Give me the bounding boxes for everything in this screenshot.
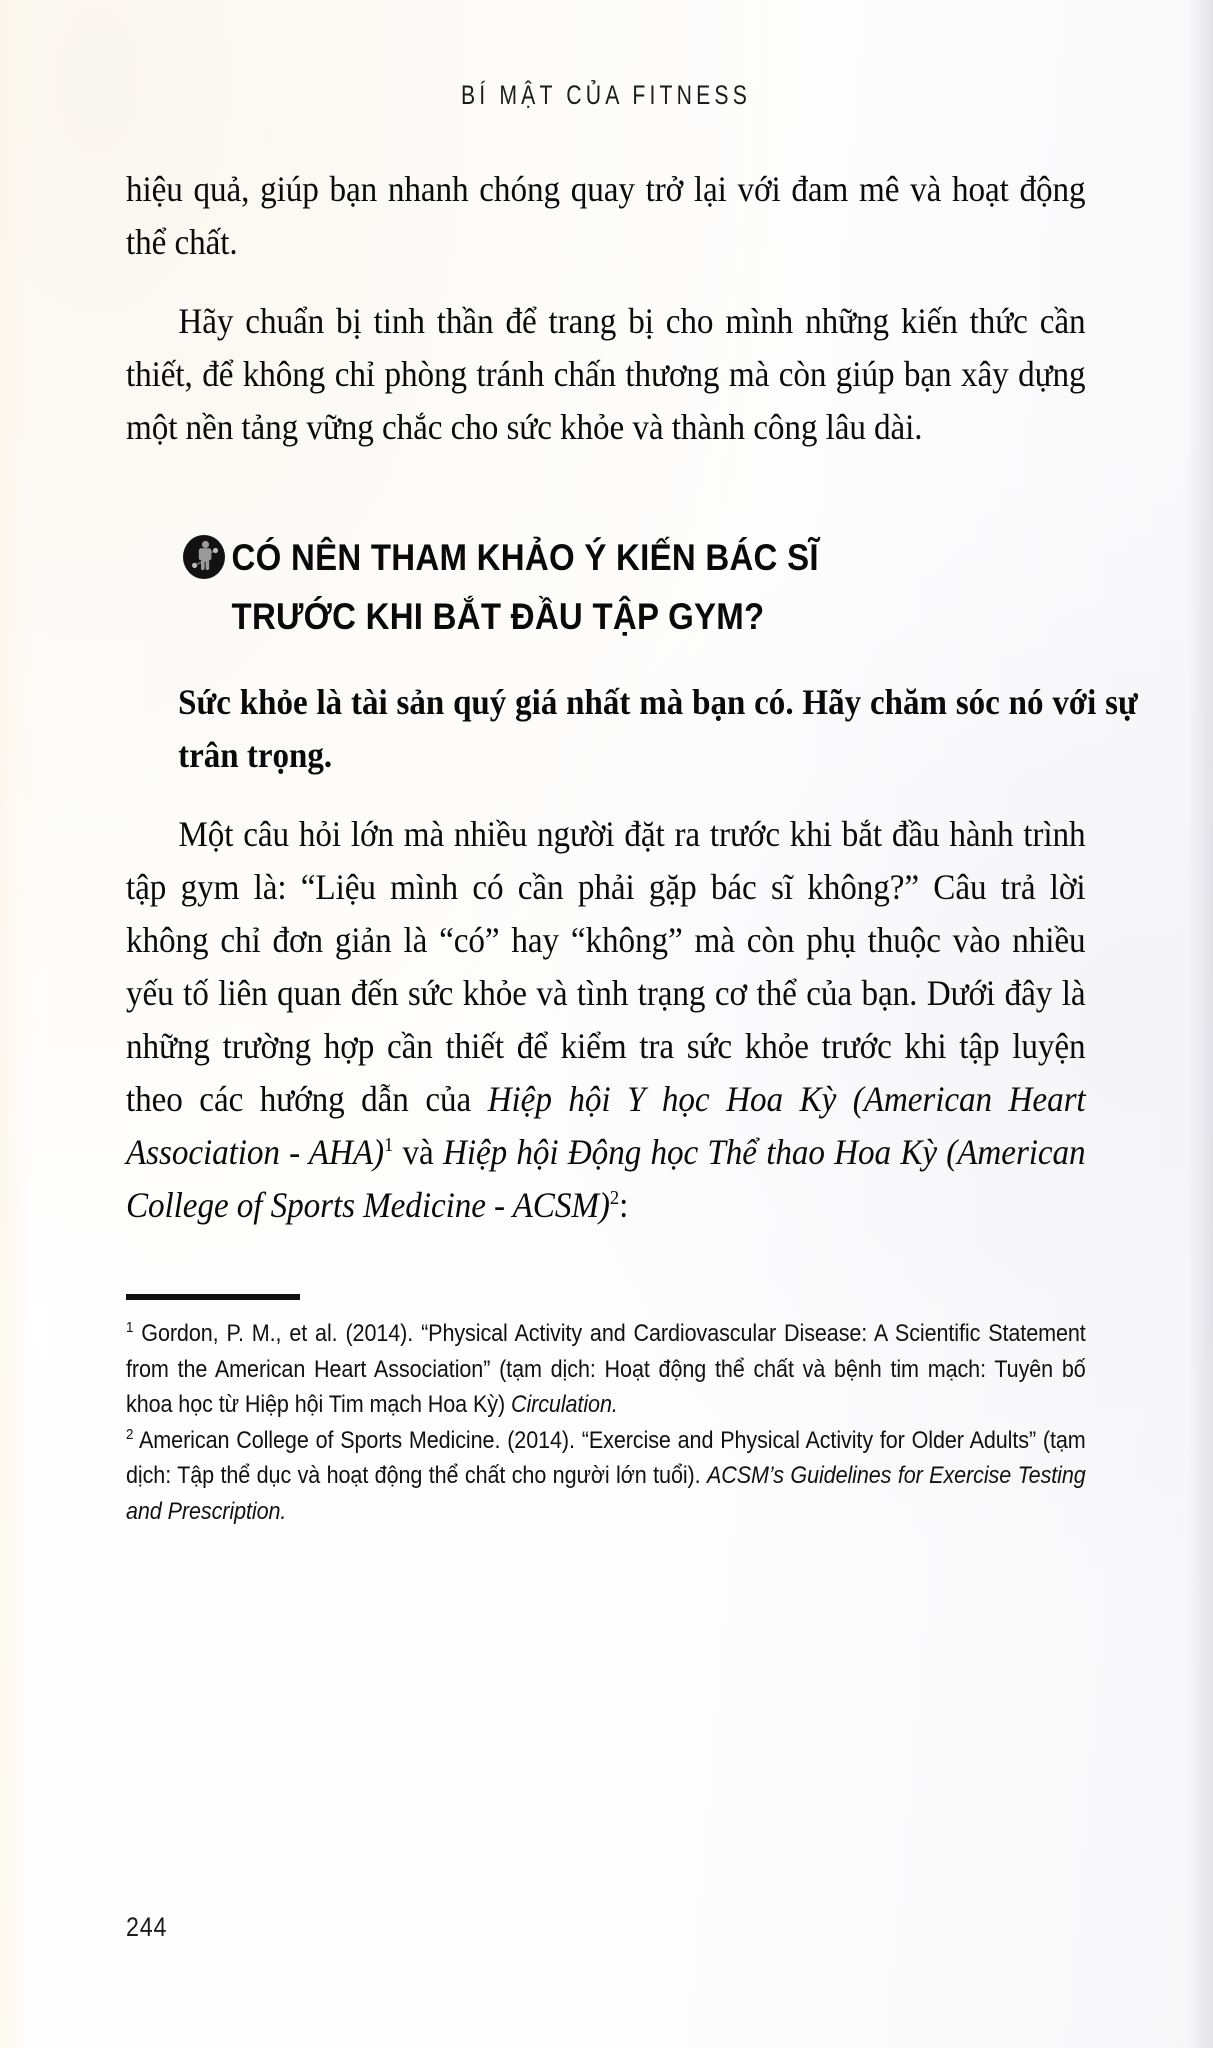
paragraph-preparation: Hãy chuẩn bị tinh thần để trang bị cho mình những kiến thức cần thiết, để không chỉ phòng tránh chấn thương mà còn giúp bạn xây dựng một nền tảng vững chắc cho sức khỏe và thành công lâu dài. — [126, 301, 1086, 447]
paragraph-plain-start: Một câu hỏi lớn mà nhiều người đặt ra trước khi bắt đầu hành trình tập gym là: “Liệu mình có cần phải gặp bác sĩ không?” Câu trả lời không chỉ đơn giản là “có” hay “không” mà còn phụ thuộc vào nhiều yếu tố liên quan đến sức khỏe và tình trạng cơ thể của bạn. Dưới đây là những trường hợp cần thiết để kiểm tra sức khỏe trước khi tập luyện theo các hướng dẫn của — [126, 814, 1086, 1119]
footnote-item — [126, 1316, 1086, 1423]
section-heading-block — [126, 528, 1086, 646]
paragraph-doctor-question — [126, 808, 1086, 1232]
footnote-marker: 2 — [126, 1425, 134, 1443]
section-title-line-1: CÓ NÊN THAM KHẢO Ý KIẾN BÁC SĨ — [231, 536, 819, 578]
section-lead-bold: Sức khỏe là tài sản quý giá nhất mà bạn có. Hãy chăm sóc nó với sự trân trọng. — [178, 682, 1138, 775]
footnote-area — [126, 1294, 1086, 1529]
footnote-marker: 1 — [126, 1318, 134, 1336]
footnote-ref-1[interactable]: 1 — [384, 1134, 394, 1157]
paragraph-continuation: hiệu quả, giúp bạn nhanh chóng quay trở lại với đam mê và hoạt động thể chất. — [126, 169, 1086, 262]
footnote-journal-title: Circulation. — [510, 1391, 618, 1418]
footnote-separator-rule — [126, 1294, 300, 1300]
footnote-journal-title: ACSM’s Guidelines for Exercise Testing and Prescription. — [126, 1462, 1086, 1525]
citation-aha: Hiệp hội Y học Hoa Kỳ (American Heart Association - AHA) — [126, 1079, 1086, 1172]
footnote-item — [126, 1423, 1086, 1530]
running-head: BÍ MẬT CỦA FITNESS — [460, 80, 752, 110]
citation-acsm: Hiệp hội Động học Thể thao Hoa Kỳ (American College of Sports Medicine - ACSM) — [126, 1132, 1086, 1225]
paragraph-plain-mid: và — [393, 1132, 443, 1172]
footnote-text: Gordon, P. M., et al. (2014). “Physical Activity and Cardiovascular Disease: A Scientific Statement from the American Heart Association” (tạm dịch: Hoạt động thể chất và bệnh tim mạch: Tuyên bố khoa học từ Hiệp hội Tim mạch Hoa Kỳ) — [126, 1320, 1086, 1418]
page-number: 244 — [126, 1912, 168, 1942]
section-title-line-2: TRƯỚC KHI BẮT ĐẦU TẬP GYM? — [231, 595, 765, 637]
body-text-block — [126, 163, 1086, 454]
paragraph-tail: : — [619, 1185, 629, 1225]
footnote-ref-2[interactable]: 2 — [609, 1187, 620, 1210]
page-content — [126, 0, 1138, 1529]
section-title — [184, 528, 1128, 646]
footnote-text: American College of Sports Medicine. (2014). “Exercise and Physical Activity for Older Adults” (tạm dịch: Tập thể dục và hoạt động thể chất cho người lớn tuổi). — [126, 1426, 1086, 1489]
